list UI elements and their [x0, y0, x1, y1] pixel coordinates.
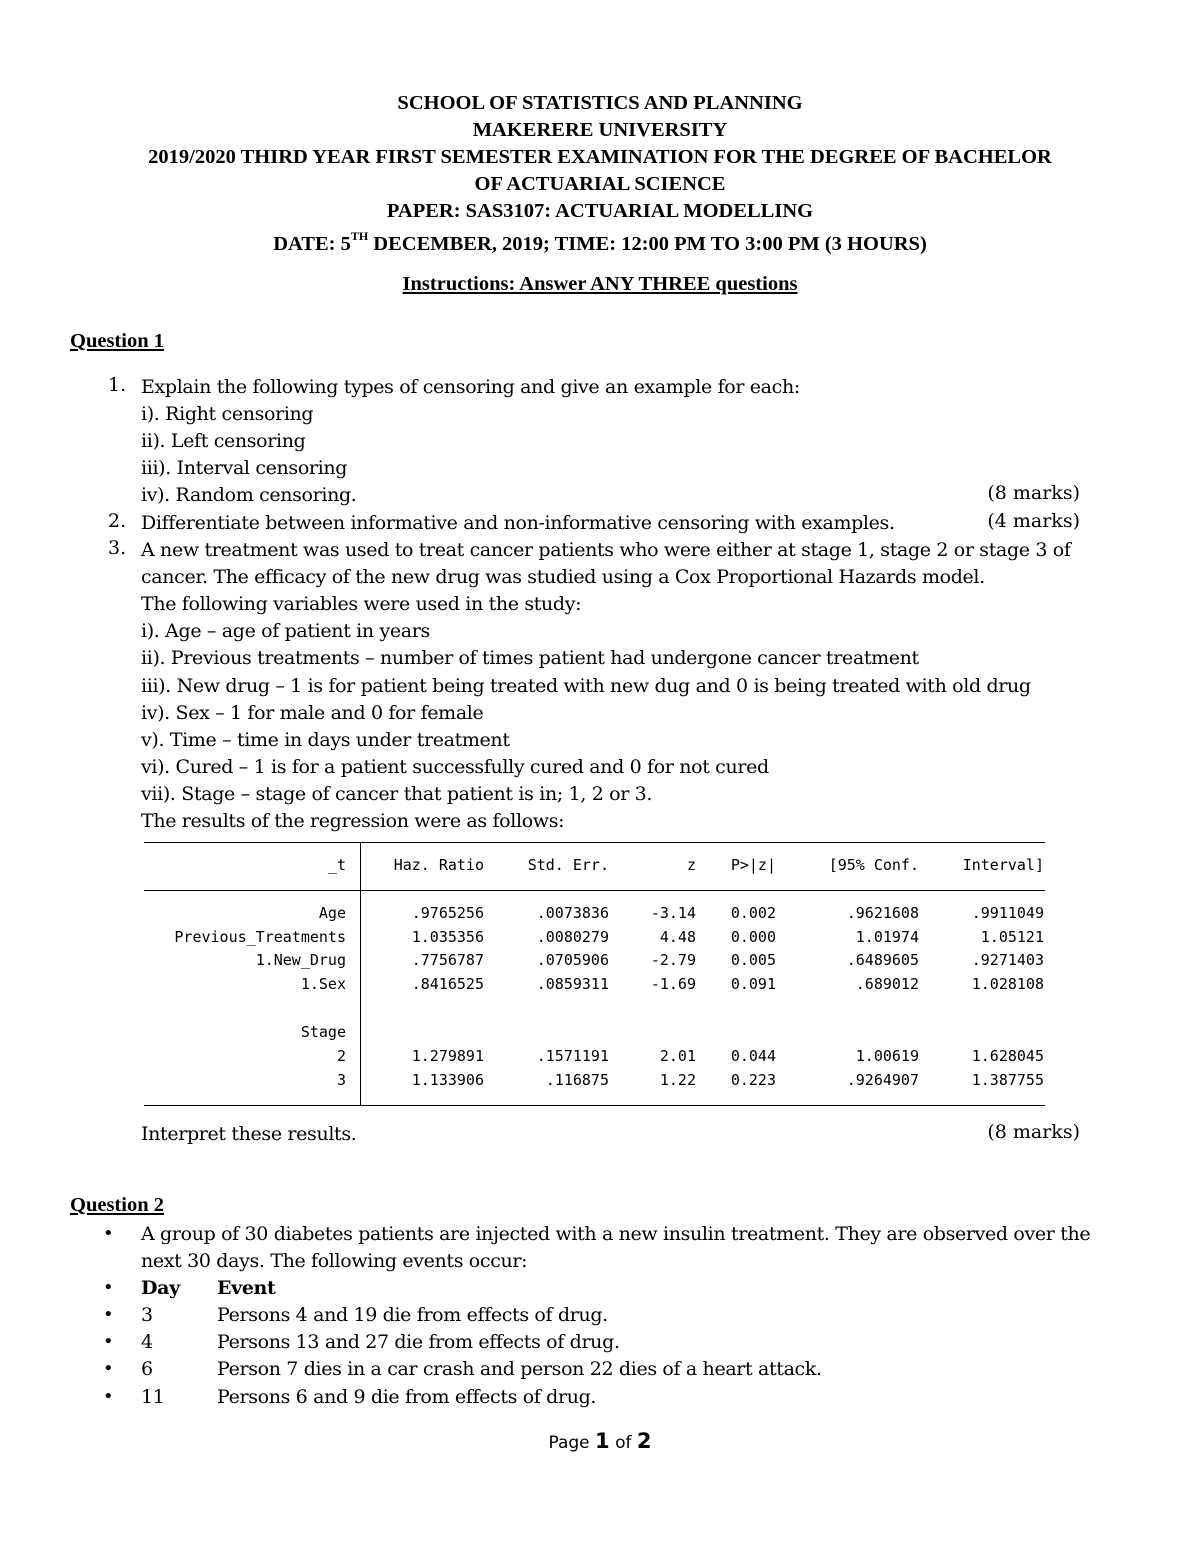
table-cell-ci-upper: .9271403 — [971, 951, 1044, 969]
table-cell-ci-upper: 1.05121 — [980, 928, 1044, 946]
table-cell-z: 1.22 — [659, 1071, 696, 1089]
table-cell-z: 4.48 — [659, 928, 696, 946]
q2-line: A group of 30 diabetes patients are injected with a new insulin treatment. They are observed over the — [141, 1223, 1091, 1245]
table-cell-p-value: 0.002 — [730, 904, 776, 922]
table-header-p-value: P>|z| — [730, 856, 776, 874]
regression-table — [144, 842, 1045, 1106]
exam-date: DATE: 5TH DECEMBER, 2019; TIME: 12:00 PM TO 3:00 PM (3 HOURS) — [273, 229, 927, 255]
table-cell-p-value: 0.223 — [730, 1071, 776, 1089]
q2-line: next 30 days. The following events occur: — [141, 1250, 528, 1272]
question-2-title: Question 2 — [70, 1194, 164, 1216]
event-text: Persons 4 and 19 die from effects of drug. — [217, 1304, 608, 1326]
table-header-ci-upper: Interval] — [962, 856, 1044, 874]
table-cell-z: -2.79 — [650, 951, 696, 969]
table-header-std-err: Std. Err. — [527, 856, 609, 874]
marks-label: (8 marks) — [987, 1121, 1080, 1143]
table-cell-term: 2 — [336, 1047, 346, 1065]
school-name: SCHOOL OF STATISTICS AND PLANNING — [397, 92, 803, 114]
table-cell-ci-upper: .9911049 — [971, 904, 1044, 922]
university-name: MAKERERE UNIVERSITY — [472, 119, 728, 141]
table-cell-p-value: 0.005 — [730, 951, 776, 969]
table-cell-term: Stage — [300, 1023, 346, 1041]
day-header: Day — [141, 1277, 180, 1299]
q1-line: ii). Previous treatments – number of times patient had undergone cancer treatment — [141, 647, 919, 669]
bullet-icon: • — [103, 1277, 114, 1298]
exam-title-line1: 2019/2020 THIRD YEAR FIRST SEMESTER EXAMINATION FOR THE DEGREE OF BACHELOR — [148, 146, 1052, 168]
event-day: 4 — [141, 1331, 153, 1353]
event-text: Persons 6 and 9 die from effects of drug. — [217, 1386, 597, 1408]
event-header: Event — [217, 1277, 276, 1299]
item-number: 3. — [108, 537, 127, 559]
table-cell-ci-lower: .9621608 — [846, 904, 919, 922]
page-number: 1 — [595, 1429, 610, 1453]
bullet-icon: • — [103, 1223, 114, 1244]
q1-line: iv). Random censoring. — [141, 484, 357, 506]
q1-line: A new treatment was used to treat cancer patients who were either at stage 1, stage 2 or stage 3 of — [141, 539, 1071, 561]
table-cell-p-value: 0.091 — [730, 975, 776, 993]
table-cell-ci-lower: .6489605 — [846, 951, 919, 969]
table-cell-term: 1.New_Drug — [255, 951, 346, 969]
event-day: 6 — [141, 1358, 153, 1380]
page-footer — [0, 1429, 1200, 1453]
table-header-z: z — [686, 856, 696, 874]
instructions: Instructions: Answer ANY THREE questions — [402, 273, 798, 295]
table-cell-std-err: .116875 — [545, 1071, 609, 1089]
table-cell-haz-ratio: 1.133906 — [411, 1071, 484, 1089]
item-number: 1. — [108, 374, 127, 396]
table-divider — [360, 842, 361, 1106]
table-cell-term: 1.Sex — [300, 975, 346, 993]
table-cell-term: 3 — [336, 1071, 346, 1089]
table-cell-z: -1.69 — [650, 975, 696, 993]
table-cell-haz-ratio: 1.035356 — [411, 928, 484, 946]
table-cell-term: Previous_Treatments — [174, 928, 346, 946]
table-rule — [144, 842, 1045, 843]
bullet-icon: • — [103, 1331, 114, 1352]
event-day: 11 — [141, 1386, 165, 1408]
page-total: 2 — [636, 1429, 652, 1453]
table-cell-p-value: 0.000 — [730, 928, 776, 946]
interpret-instruction: Interpret these results. — [141, 1123, 357, 1145]
of-word: of — [609, 1433, 637, 1453]
exam-header — [60, 90, 1140, 258]
q1-line: iv). Sex – 1 for male and 0 for female — [141, 702, 484, 724]
table-cell-haz-ratio: .7756787 — [411, 951, 484, 969]
table-cell-ci-upper: 1.387755 — [971, 1071, 1044, 1089]
table-cell-ci-upper: 1.028108 — [971, 975, 1044, 993]
table-cell-std-err: .0080279 — [536, 928, 609, 946]
table-cell-std-err: .1571191 — [536, 1047, 609, 1065]
table-cell-std-err: .0073836 — [536, 904, 609, 922]
q1-line: cancer. The efficacy of the new drug was studied using a Cox Proportional Hazards model. — [141, 566, 985, 588]
bullet-icon: • — [103, 1386, 114, 1407]
event-text: Persons 13 and 27 die from effects of drug. — [217, 1331, 620, 1353]
exam-title-line2: OF ACTUARIAL SCIENCE — [474, 173, 726, 195]
table-cell-ci-lower: 1.00619 — [855, 1047, 919, 1065]
q1-line: vi). Cured – 1 is for a patient successfully cured and 0 for not cured — [141, 756, 769, 778]
table-cell-p-value: 0.044 — [730, 1047, 776, 1065]
bullet-icon: • — [103, 1304, 114, 1325]
q1-line: iii). New drug – 1 is for patient being treated with new dug and 0 is being treated with old drug — [141, 675, 1031, 697]
table-cell-haz-ratio: .8416525 — [411, 975, 484, 993]
table-cell-term: Age — [318, 904, 346, 922]
table-cell-ci-lower: .689012 — [855, 975, 919, 993]
q1-line: vii). Stage – stage of cancer that patient is in; 1, 2 or 3. — [141, 783, 653, 805]
marks-label: (4 marks) — [987, 510, 1080, 532]
bullet-icon: • — [103, 1358, 114, 1379]
paper-code: PAPER: SAS3107: ACTUARIAL MODELLING — [386, 200, 814, 222]
q1-line: iii). Interval censoring — [141, 457, 348, 479]
table-cell-ci-lower: 1.01974 — [855, 928, 919, 946]
q1-line: i). Age – age of patient in years — [141, 620, 430, 642]
q1-line: i). Right censoring — [141, 403, 314, 425]
q1-line: v). Time – time in days under treatment — [141, 729, 510, 751]
table-cell-ci-upper: 1.628045 — [971, 1047, 1044, 1065]
q1-line: ii). Left censoring — [141, 430, 306, 452]
table-header-term: _t — [327, 856, 346, 874]
q1-line: Differentiate between informative and non-informative censoring with examples. — [141, 512, 895, 534]
table-cell-haz-ratio: .9765256 — [411, 904, 484, 922]
event-text: Person 7 dies in a car crash and person 22 dies of a heart attack. — [217, 1358, 822, 1380]
table-cell-std-err: .0705906 — [536, 951, 609, 969]
q1-line: The following variables were used in the study: — [141, 593, 582, 615]
marks-label: (8 marks) — [987, 482, 1080, 504]
question-1-title: Question 1 — [70, 330, 164, 352]
item-number: 2. — [108, 510, 127, 532]
table-cell-ci-lower: .9264907 — [846, 1071, 919, 1089]
table-rule — [144, 890, 1045, 891]
event-day: 3 — [141, 1304, 153, 1326]
table-cell-std-err: .0859311 — [536, 975, 609, 993]
q1-line: The results of the regression were as follows: — [141, 810, 565, 832]
table-header-ci-lower: [95% Conf. — [828, 856, 919, 874]
table-cell-haz-ratio: 1.279891 — [411, 1047, 484, 1065]
table-rule — [144, 1105, 1045, 1106]
q1-line: Explain the following types of censoring and give an example for each: — [141, 376, 800, 398]
table-cell-z: 2.01 — [659, 1047, 696, 1065]
table-header-haz-ratio: Haz. Ratio — [393, 856, 484, 874]
table-cell-z: -3.14 — [650, 904, 696, 922]
page-word: Page — [548, 1433, 596, 1453]
